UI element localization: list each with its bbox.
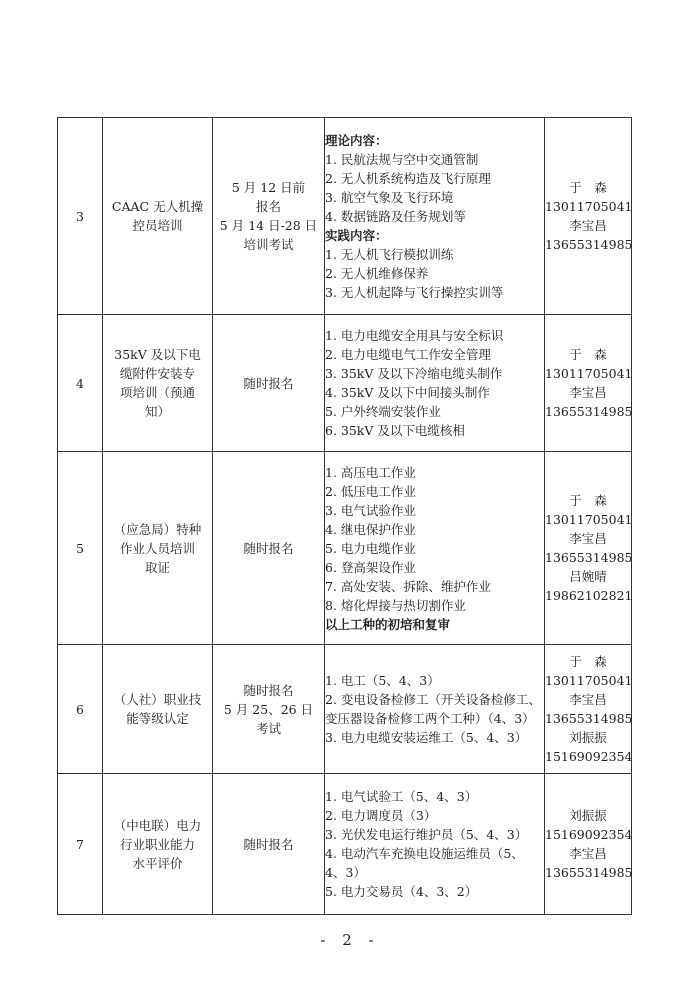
contact-line: 13655314985 bbox=[545, 404, 633, 419]
content-item: 4. 35kV 及以下中间接头制作 bbox=[325, 385, 490, 400]
schedule-line: 随时报名 bbox=[243, 375, 294, 391]
content-item: 1. 无人机飞行模拟训练 bbox=[325, 246, 454, 262]
content-item: 3. 电气试验作业 bbox=[325, 502, 416, 518]
content-item: 3. 35kV 及以下冷缩电缆头制作 bbox=[325, 366, 503, 381]
contact-line: 于 森 bbox=[569, 493, 607, 508]
course-name-line: CAAC 无人机操 bbox=[111, 199, 204, 214]
contact-line: 于 森 bbox=[569, 180, 607, 195]
content-item: 2. 无人机系统构造及飞行原理 bbox=[325, 170, 491, 186]
course-name-cell bbox=[103, 118, 213, 315]
content-item: 5. 户外终端安装作业 bbox=[325, 404, 441, 419]
course-name-line: 水平评价 bbox=[132, 855, 183, 871]
content-item: 3. 无人机起降与飞行操控实训等 bbox=[325, 284, 504, 300]
table-row bbox=[58, 452, 632, 645]
contact-line: 13655314985 bbox=[545, 237, 633, 252]
course-name-line: 项培训（预通 bbox=[119, 385, 195, 400]
contact-line: 于 森 bbox=[569, 347, 607, 362]
schedule-cell bbox=[213, 452, 325, 645]
course-name-line: 取证 bbox=[144, 559, 170, 575]
schedule-line: 报名 bbox=[255, 199, 281, 214]
content-item: 1. 电气试验工（5、4、3） bbox=[325, 789, 478, 804]
course-name-cell bbox=[103, 774, 213, 915]
contact-cell bbox=[545, 774, 632, 915]
contact-line: 13011705041 bbox=[545, 199, 633, 214]
content-item: 6. 35kV 及以下电缆核相 bbox=[325, 423, 465, 438]
course-name-line: （中电联）电力 bbox=[113, 817, 202, 833]
course-name-line: 控员培训 bbox=[132, 218, 183, 233]
content-item: 4. 继电保护作业 bbox=[325, 521, 416, 537]
course-name-line: 知） bbox=[144, 404, 170, 419]
row-number-cell bbox=[58, 774, 103, 915]
row-number: 4 bbox=[76, 375, 84, 391]
contact-line: 13655314985 bbox=[545, 550, 633, 565]
content-cell bbox=[325, 118, 545, 315]
content-item: 8. 熔化焊接与热切割作业 bbox=[325, 597, 466, 613]
course-name-cell bbox=[103, 315, 213, 452]
content-item: 2. 变电设备检修工（开关设备检修工、变压器设备检修工两个工种）（4、3） bbox=[325, 692, 541, 726]
schedule-line: 随时报名 bbox=[243, 682, 294, 698]
schedule-line: 5 月 12 日前 bbox=[231, 180, 306, 195]
contact-line: 13655314985 bbox=[545, 711, 633, 726]
course-name-line: 行业职业能力 bbox=[119, 836, 195, 852]
contact-line: 13655314985 bbox=[545, 865, 633, 880]
table-row bbox=[58, 774, 632, 915]
contact-line: 15169092354 bbox=[545, 749, 633, 764]
row-number: 6 bbox=[76, 701, 84, 717]
course-name-line: 作业人员培训 bbox=[119, 540, 195, 556]
contact-line: 13011705041 bbox=[545, 673, 633, 688]
content-item: 2. 电力调度员（3） bbox=[325, 808, 437, 823]
contact-line: 李宝昌 bbox=[569, 385, 607, 400]
contact-line: 李宝昌 bbox=[569, 692, 607, 707]
content-item: 1. 电力电缆安全用具与安全标识 bbox=[325, 328, 504, 343]
contact-line: 李宝昌 bbox=[569, 531, 607, 546]
content-cell bbox=[325, 452, 545, 645]
page-number: - 2 - bbox=[320, 931, 380, 949]
table-body bbox=[58, 118, 632, 915]
content-item: 7. 高处安装、拆除、维护作业 bbox=[325, 578, 491, 594]
content-item: 2. 无人机维修保养 bbox=[325, 265, 429, 281]
course-name-line: 能等级认定 bbox=[126, 711, 189, 726]
content-item: 3. 电力电缆安装运维工（5、4、3） bbox=[325, 730, 528, 745]
row-number: 3 bbox=[76, 208, 84, 224]
content-item: 5. 电力交易员（4、3、2） bbox=[325, 884, 478, 899]
course-name-cell bbox=[103, 645, 213, 774]
content-item: 4. 电动汽车充换电设施运维员（5、4、3） bbox=[325, 846, 524, 880]
content-item: 3. 航空气象及飞行环境 bbox=[325, 189, 454, 205]
contact-line: 19862102821 bbox=[545, 588, 633, 603]
table-row bbox=[58, 315, 632, 452]
contact-line: 13011705041 bbox=[545, 512, 633, 527]
schedule-cell bbox=[213, 315, 325, 452]
contact-line: 吕婉晴 bbox=[569, 569, 607, 584]
content-cell bbox=[325, 774, 545, 915]
contact-line: 15169092354 bbox=[545, 827, 633, 842]
schedule-line: 5 月 14 日-28 日 bbox=[219, 218, 318, 233]
contact-line: 李宝昌 bbox=[569, 846, 607, 861]
row-number-cell bbox=[58, 315, 103, 452]
table-row bbox=[58, 118, 632, 315]
schedule-line: 5 月 25、26 日 bbox=[223, 701, 314, 717]
schedule-line: 培训考试 bbox=[243, 237, 294, 252]
row-number: 5 bbox=[76, 540, 84, 556]
content-cell bbox=[325, 645, 545, 774]
schedule-cell bbox=[213, 774, 325, 915]
content-item: 1. 高压电工作业 bbox=[325, 464, 416, 480]
contact-cell bbox=[545, 118, 632, 315]
schedule-line: 随时报名 bbox=[243, 836, 294, 852]
table-row bbox=[58, 645, 632, 774]
content-item: 3. 光伏发电运行维护员（5、4、3） bbox=[325, 827, 528, 842]
content-heading: 实践内容： bbox=[325, 227, 388, 243]
row-number-cell bbox=[58, 452, 103, 645]
course-name-line: 35kV 及以下电 bbox=[114, 347, 201, 362]
contact-line: 刘振振 bbox=[569, 730, 607, 745]
training-table bbox=[57, 117, 632, 915]
contact-line: 于 森 bbox=[569, 654, 607, 669]
content-item: 1. 民航法规与空中交通管制 bbox=[325, 151, 479, 167]
contact-cell bbox=[545, 645, 632, 774]
course-name-line: （应急局）特种 bbox=[113, 521, 202, 537]
content-cell bbox=[325, 315, 545, 452]
schedule-cell bbox=[213, 645, 325, 774]
row-number: 7 bbox=[76, 836, 84, 852]
course-name-line: 缆附件安装专 bbox=[119, 366, 195, 381]
course-name-cell bbox=[103, 452, 213, 645]
contact-cell bbox=[545, 452, 632, 645]
contact-line: 13011705041 bbox=[545, 366, 633, 381]
content-item: 6. 登高架设作业 bbox=[325, 559, 416, 575]
schedule-cell bbox=[213, 118, 325, 315]
content-item: 5. 电力电缆作业 bbox=[325, 540, 416, 556]
contact-line: 李宝昌 bbox=[569, 218, 607, 233]
schedule-line: 随时报名 bbox=[243, 540, 294, 556]
content-heading: 以上工种的初培和复审 bbox=[325, 616, 451, 632]
content-heading: 理论内容： bbox=[325, 132, 388, 148]
content-item: 1. 电工（5、4、3） bbox=[325, 673, 440, 688]
content-item: 4. 数据链路及任务规划等 bbox=[325, 208, 466, 224]
row-number-cell bbox=[58, 645, 103, 774]
content-item: 2. 电力电缆电气工作安全管理 bbox=[325, 347, 491, 362]
course-name-line: （人社）职业技 bbox=[113, 692, 202, 707]
contact-cell bbox=[545, 315, 632, 452]
contact-line: 刘振振 bbox=[569, 808, 607, 823]
row-number-cell bbox=[58, 118, 103, 315]
content-item: 2. 低压电工作业 bbox=[325, 483, 416, 499]
schedule-line: 考试 bbox=[255, 720, 281, 736]
